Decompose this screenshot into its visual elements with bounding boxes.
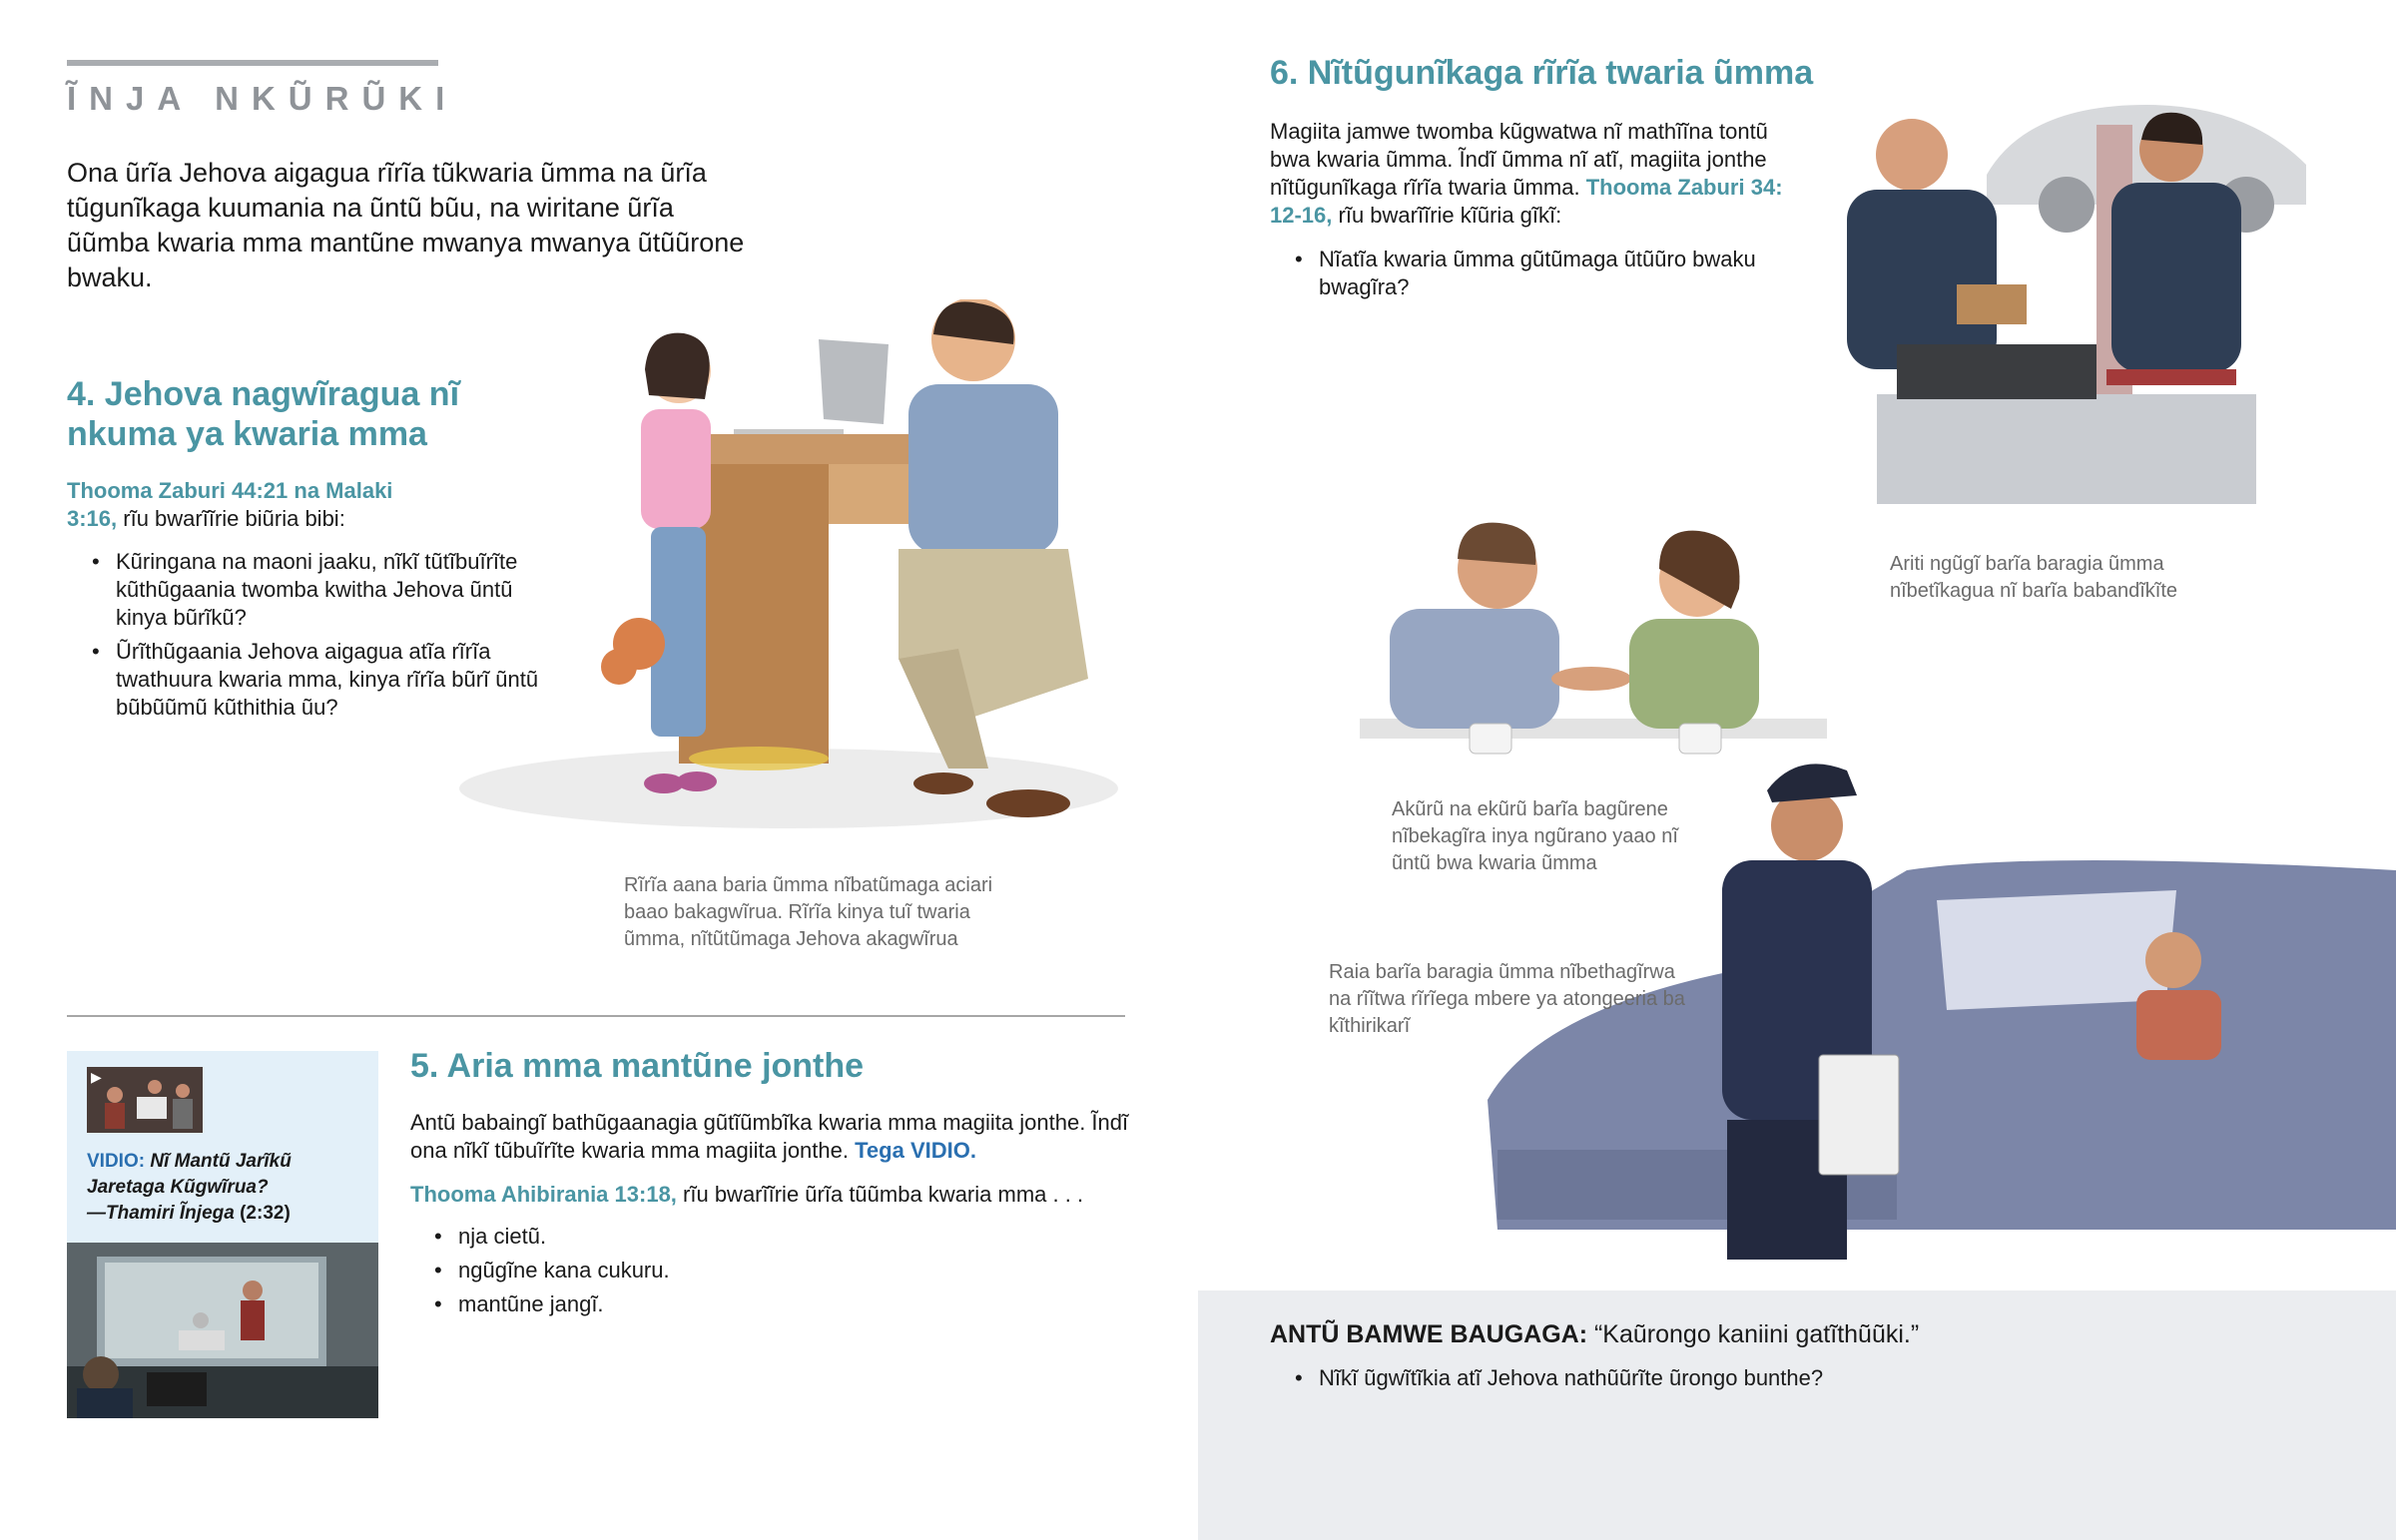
- section-6-title: 6. Nĩtũgunĩkaga rĩrĩa twaria ũmma: [1270, 54, 1814, 92]
- video-title: Nĩ Mantũ Jarĩkũ Jaretaga Kũgwĩrua?: [87, 1151, 292, 1198]
- video-label: VIDIO:: [87, 1151, 146, 1172]
- video-caption: [87, 1149, 366, 1227]
- footer-quote: [1270, 1318, 2368, 1350]
- footer-quote-text: “Kaũrongo kaniini gatĩthũũki.”: [1593, 1320, 1920, 1348]
- scripture-link-zaburi-34[interactable]: Thooma Zaburi 34: 12-16,: [1270, 175, 1783, 228]
- section-4-read-prompt: [67, 477, 426, 533]
- footer-questions: [1295, 1364, 2293, 1398]
- caption-girl-and-father: Rĩrĩa aana baria ũmma nĩbatũmaga aciari baao bakagwĩrua. Rĩrĩa kinya tuĩ twaria ũmma, nĩtũtũmaga Jehova akagwĩrua: [624, 874, 993, 950]
- read-prompt-rest: rĩu bwarĩĩrie biũria bibi:: [117, 506, 345, 531]
- illustration-couple: [1360, 519, 1827, 778]
- section-divider: [67, 1015, 1125, 1017]
- question-item: • Kũringana na maoni jaaku, nĩkĩ tũtĩbuĩrĩte kũthũgaania twomba kwitha Jehova ũntũ kinya bũrĩkũ?: [92, 548, 551, 632]
- top-rule: [67, 60, 438, 66]
- section-5-list: [434, 1223, 834, 1324]
- video-duration: (2:32): [240, 1203, 291, 1224]
- read-prompt-rest: rĩu bwarĩĩrie ũrĩa tũũmba kwaria mma . . .: [676, 1182, 1084, 1207]
- section-4-title: 4. Jehova nagwĩragua nĩ nkuma ya kwaria mma: [67, 375, 460, 453]
- intro-paragraph: Ona ũrĩa Jehova aigagua rĩrĩa tũkwaria ũmma na ũrĩa tũgunĩkaga kuumania na ũntũ bũu, na wiritane ũrĩa ũũmba kwaria mma mantũne mwanya mwanya ũtũũrone bwaku.: [67, 158, 745, 292]
- illustration-girl-and-father: [429, 299, 1168, 838]
- scripture-link-ahibirania[interactable]: Thooma Ahibirania 13:18,: [410, 1182, 677, 1207]
- illustration-mechanics: [1827, 95, 2316, 554]
- caption-mechanics: Ariti ngũgĩ barĩa baragia ũmma nĩbetĩkagua nĩ barĩa babandĩkĩte: [1890, 553, 2177, 602]
- section-6-questions: [1295, 246, 1814, 307]
- list-item: • mantũne jangĩ.: [434, 1290, 834, 1318]
- video-still-large[interactable]: [67, 1243, 378, 1418]
- kicker-heading: ĨNJA NKŨRŨKI: [67, 80, 458, 117]
- section-6-text: Magiita jamwe twomba kũgwatwa nĩ mathĩĩna tontũ bwa kwaria ũmma. Ĩndĩ ũmma nĩ atĩ, magiita jonthe nĩtũgunĩkaga rĩrĩa twaria ũmma.: [1270, 119, 1768, 200]
- read-prompt-rest: rĩu bwarĩĩrie kĩũria gĩkĩ:: [1332, 203, 1562, 228]
- question-item: • Nĩatĩa kwaria ũmma gũtũmaga ũtũũro bwaku bwagĩra?: [1295, 246, 1814, 301]
- video-box[interactable]: [67, 1051, 378, 1418]
- scripture-link-zaburi-44[interactable]: Thooma Zaburi 44:21 na Malaki 3:16,: [67, 478, 393, 531]
- question-item: • Nĩkĩ ũgwĩtĩkia atĩ Jehova nathũũrĩte ũrongo bunthe?: [1295, 1364, 2293, 1392]
- list-item: • nja cietũ.: [434, 1223, 834, 1251]
- list-item: • ngũgĩne kana cukuru.: [434, 1257, 834, 1284]
- section-6-paragraph: [1270, 118, 1809, 230]
- caption-police: Raia barĩa baragia ũmma nĩbethagĩrwa na rĩĩtwa rĩrĩega mbere ya atongeeria ba kĩthirikarĩ: [1329, 961, 1685, 1037]
- section-5-text: Antũ babaingĩ bathũgaanagia gũtĩũmbĩka kwaria mma magiita jonthe. Ĩndĩ ona nĩkĩ tũbuĩrĩte kwaria mma magiita jonthe.: [410, 1110, 1129, 1163]
- footer-label: ANTŨ BAMWE BAUGAGA:: [1270, 1320, 1588, 1348]
- section-5-title: 5. Aria mma mantũne jonthe: [410, 1047, 865, 1085]
- caption-couple: Akũrũ na ekũrũ barĩa bagũrene nĩbekagĩra inya ngũrano yaao nĩ ũntũ bwa kwaria ũmma: [1392, 798, 1678, 874]
- video-thumbnail-small[interactable]: [87, 1067, 203, 1133]
- section-5-read-prompt: [410, 1181, 1139, 1209]
- section-5-paragraph: [410, 1109, 1139, 1165]
- play-icon[interactable]: ▶: [91, 1069, 102, 1085]
- footer-box: [1198, 1290, 2396, 1540]
- question-item: • Ũrĩthũgaania Jehova aigagua atĩa rĩrĩa twathuura kwaria mma, kinya rĩrĩa bũrĩ ũntũ bũbũũmũ kũthithia ũu?: [92, 638, 551, 722]
- video-subtitle: —Thamiri Ĩnjega: [87, 1203, 235, 1224]
- watch-video-link[interactable]: Tega VIDIO.: [855, 1138, 976, 1163]
